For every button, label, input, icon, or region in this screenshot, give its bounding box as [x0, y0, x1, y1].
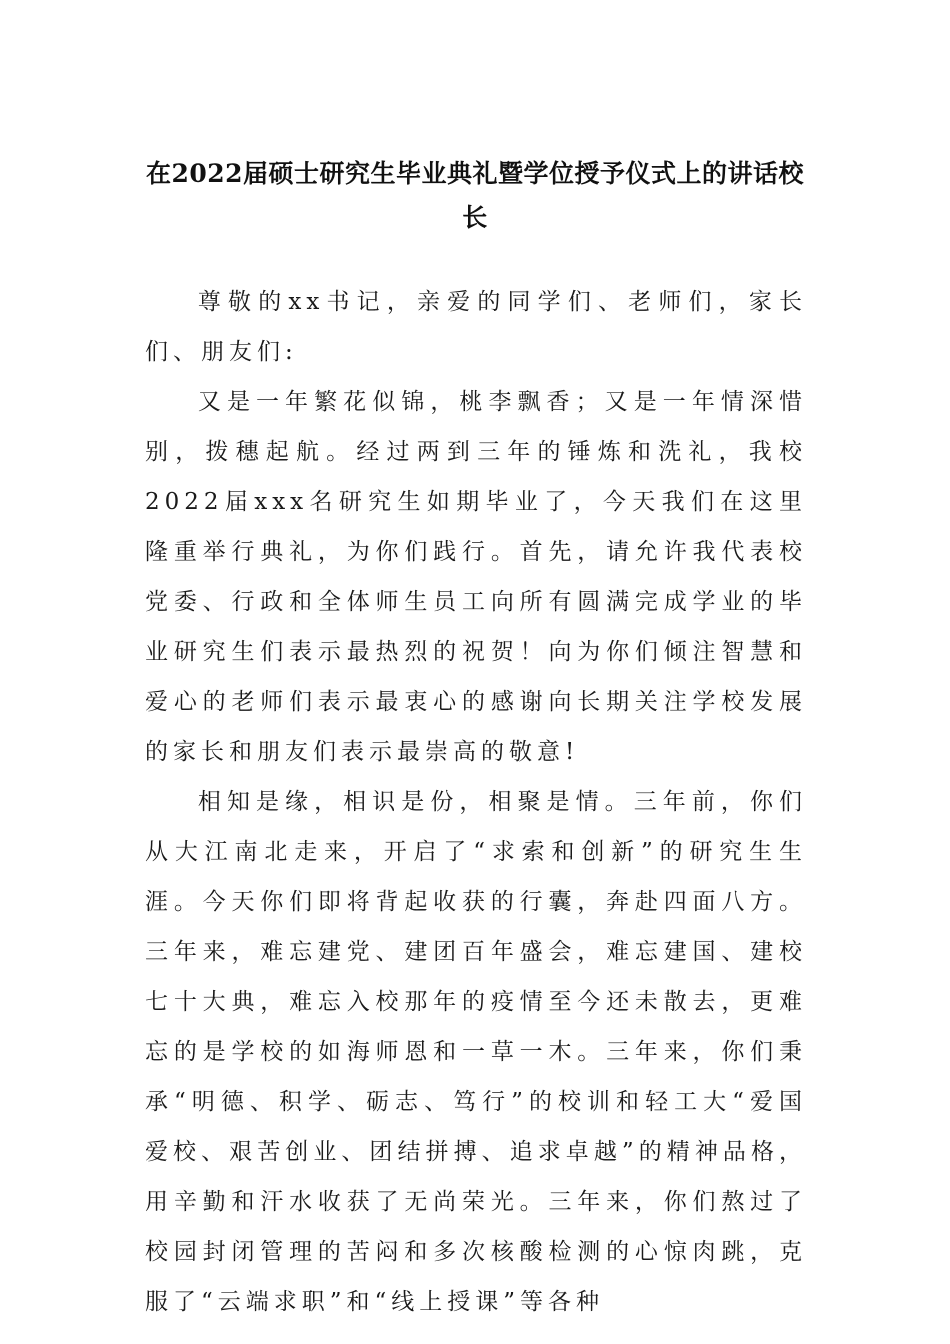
paragraph-greeting: 尊敬的xx书记，亲爱的同学们、老师们，家长们、朋友们:: [145, 289, 807, 365]
document-body: [145, 277, 807, 1327]
document-title: 在2022届硕士研究生毕业典礼暨学位授予仪式上的讲话校长: [145, 159, 805, 232]
paragraph-reflection: 相知是缘，相识是份，相聚是情。三年前，你们从大江南北走来，开启了“求索和创新”的研究生生涯。今天你们即将背起收获的行囊，奔赴四面八方。三年来，难忘建党、建团百年盛会，难忘建国、建校七十大典，难忘入校那年的疫情至今还未散去，更难忘的是学校的如海师恩和一草一木。三年来，你们秉承“明德、积学、砺志、笃行”的校训和轻工大“爱国爱校、艰苦创业、团结拼搏、追求卓越”的精神品格，用辛勤和汗水收获了无尚荣光。三年来，你们熬过了校园封闭管理的苦闷和多次核酸检测的心惊肉跳，克服了“云端求职”和“线上授课”等各种: [145, 789, 807, 1315]
paragraph-opening: 又是一年繁花似锦，桃李飘香；又是一年情深惜别，拨穗起航。经过两到三年的锤炼和洗礼，我校2022届xxx名研究生如期毕业了，今天我们在这里隆重举行典礼，为你们践行。首先，请允许我代表校党委、行政和全体师生员工向所有圆满完成学业的毕业研究生们表示最热烈的祝贺！向为你们倾注智慧和爱心的老师们表示最衷心的感谢向长期关注学校发展的家长和朋友们表示最崇高的敬意!: [145, 389, 807, 765]
